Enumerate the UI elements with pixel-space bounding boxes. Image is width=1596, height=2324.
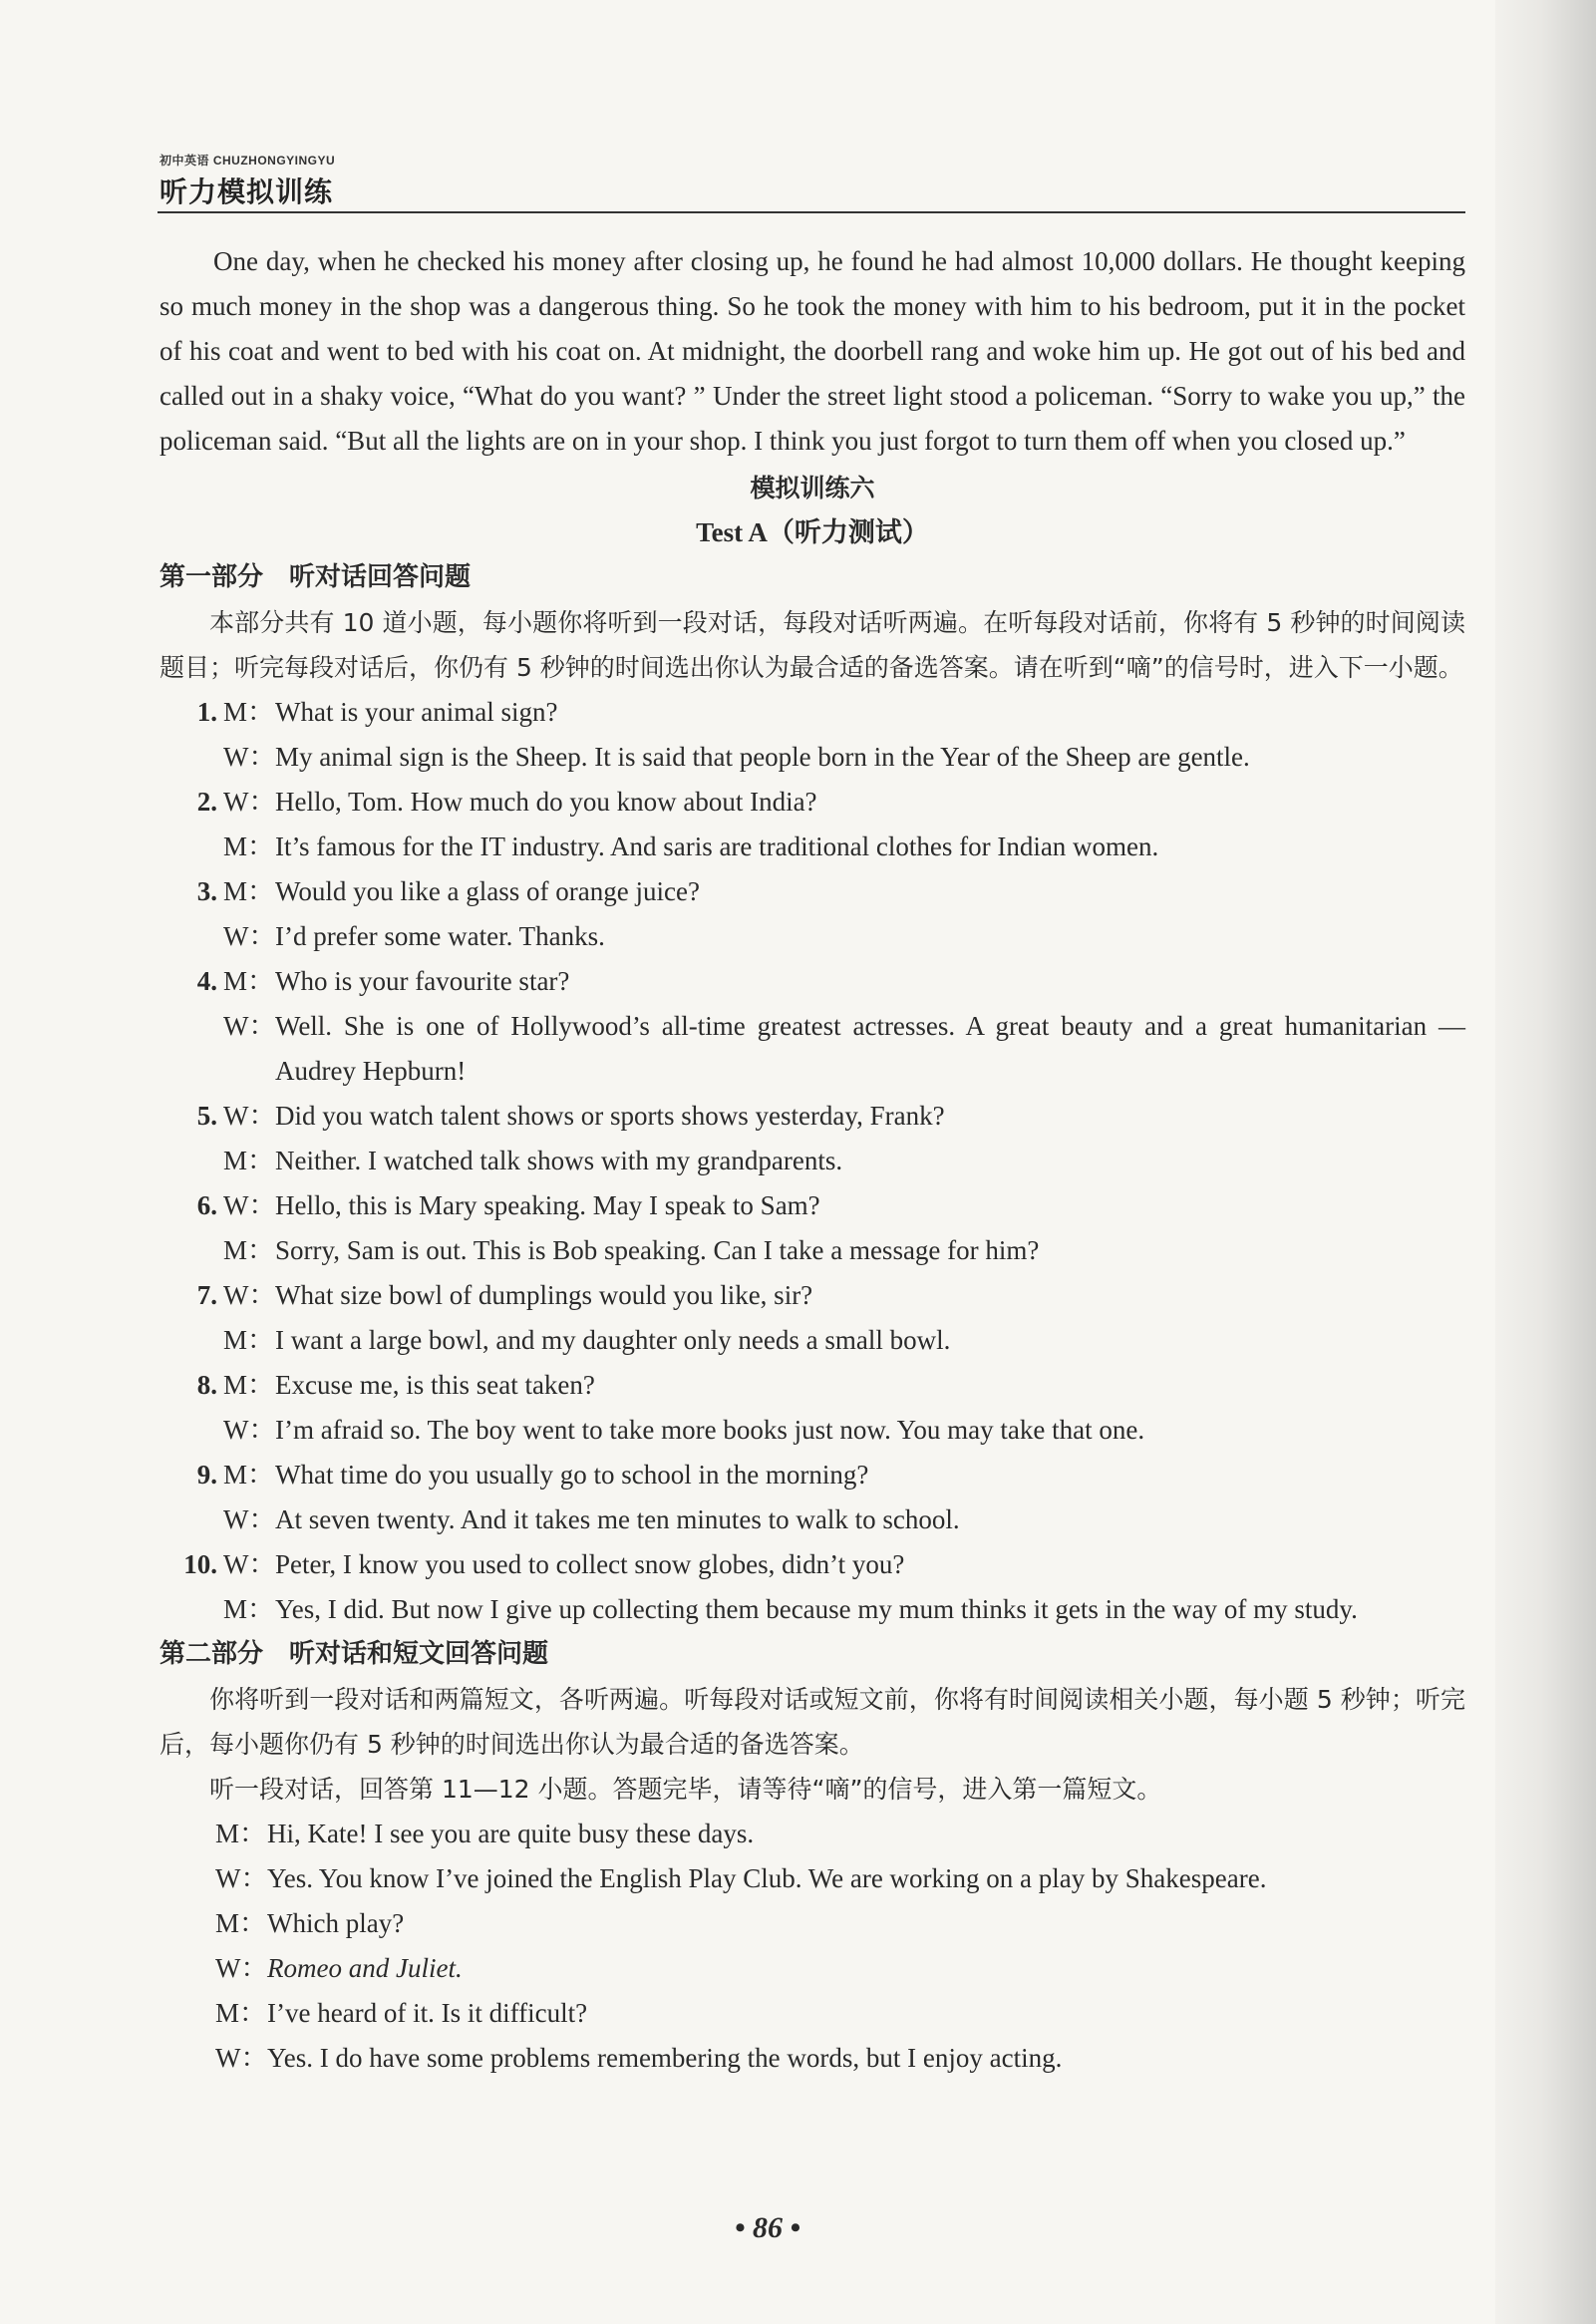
page-edge bbox=[1495, 0, 1596, 2324]
dialogue-row bbox=[160, 1946, 1465, 1991]
part1-item bbox=[160, 690, 1465, 780]
part1-item bbox=[160, 869, 1465, 959]
dialogue-line: Hello, Tom. How much do you know about India? bbox=[275, 787, 817, 817]
part1-item bbox=[160, 1183, 1465, 1273]
dialogue-row bbox=[160, 1991, 1465, 2036]
item-number: 8. bbox=[196, 1370, 217, 1400]
speaker: W： bbox=[223, 921, 276, 951]
speaker: M： bbox=[223, 1460, 275, 1490]
speaker: W： bbox=[215, 2043, 268, 2073]
item-number: 7. bbox=[196, 1280, 217, 1310]
page-number: • 86 • bbox=[734, 2211, 800, 2244]
dialogue-line: What time do you usually go to school in the morning? bbox=[275, 1460, 869, 1490]
speaker: M： bbox=[215, 1908, 267, 1938]
speaker: M： bbox=[223, 876, 275, 906]
dialogue-line: Excuse me, is this seat taken? bbox=[275, 1370, 595, 1400]
dialogue-line: What size bowl of dumplings would you like, sir? bbox=[275, 1280, 813, 1310]
series-label: 初中英语 CHUZHONGYINGYU bbox=[160, 154, 336, 167]
dialogue-line: I’d prefer some water. Thanks. bbox=[275, 921, 605, 951]
item-number: 6. bbox=[196, 1190, 217, 1220]
speaker: W： bbox=[223, 1190, 276, 1220]
speaker: M： bbox=[223, 831, 275, 861]
part2-instruction: 你将听到一段对话和两篇短文，各听两遍。听每段对话或短文前，你将有时间阅读相关小题，每小题 5 秒钟；听完后，每小题你仍有 5 秒钟的时间选出你认为最合适的备选答案。 bbox=[160, 1685, 1465, 1759]
speaker: M： bbox=[223, 1594, 275, 1624]
dialogue-row bbox=[160, 1856, 1465, 1901]
dialogue-line: I’m afraid so. The boy went to take more books just now. You may take that one. bbox=[275, 1415, 1145, 1445]
part1-title: 第一部分 听对话回答问题 bbox=[160, 562, 472, 592]
dialogue-line: Did you watch talent shows or sports shows yesterday, Frank? bbox=[275, 1101, 945, 1131]
speaker: M： bbox=[223, 1370, 275, 1400]
speaker: W： bbox=[223, 787, 276, 817]
part1-item bbox=[160, 1363, 1465, 1453]
speaker: M： bbox=[215, 1819, 267, 1848]
header-rule bbox=[158, 211, 1465, 213]
book-title: 听力模拟训练 bbox=[160, 175, 334, 208]
speaker: W： bbox=[223, 742, 276, 772]
speaker: W： bbox=[223, 1504, 276, 1534]
item-number: 5. bbox=[196, 1101, 217, 1131]
dialogue-line: My animal sign is the Sheep. It is said that people born in the Year of the Sheep are gentle. bbox=[275, 742, 1250, 772]
speaker: W： bbox=[223, 1415, 276, 1445]
speaker: W： bbox=[223, 1549, 276, 1579]
dialogue-line: Peter, I know you used to collect snow globes, didn’t you? bbox=[275, 1549, 905, 1579]
speaker: M： bbox=[215, 1998, 267, 2028]
dialogue-line: Yes. I do have some problems remembering the words, but I enjoy acting. bbox=[267, 2043, 1063, 2073]
speaker: W： bbox=[215, 1863, 268, 1893]
dialogue-line: At seven twenty. And it takes me ten minutes to walk to school. bbox=[275, 1504, 960, 1534]
part1-item bbox=[160, 1453, 1465, 1542]
dialogue-line: Who is your favourite star? bbox=[275, 966, 570, 996]
dialogue-row bbox=[160, 1901, 1465, 1946]
dialogue-line: Hello, this is Mary speaking. May I speak to Sam? bbox=[275, 1190, 820, 1220]
dialogue-row bbox=[160, 1812, 1465, 1856]
speaker: W： bbox=[215, 1953, 268, 1983]
item-number: 4. bbox=[196, 966, 217, 996]
content bbox=[160, 239, 1465, 2081]
dialogue-line: Which play? bbox=[267, 1908, 405, 1938]
part1-item bbox=[160, 780, 1465, 869]
part1-item bbox=[160, 1273, 1465, 1363]
speaker: W： bbox=[223, 1011, 276, 1041]
dialogue-line: Yes. You know I’ve joined the English Play Club. We are working on a play by Shakespeare. bbox=[267, 1863, 1267, 1893]
speaker: M： bbox=[223, 1325, 275, 1355]
part1-item bbox=[160, 959, 1465, 1094]
speaker: M： bbox=[223, 1146, 275, 1175]
item-number: 2. bbox=[196, 787, 217, 817]
dialogue-row bbox=[160, 2036, 1465, 2081]
page-header bbox=[160, 152, 335, 210]
item-number: 9. bbox=[196, 1460, 217, 1490]
item-number: 1. bbox=[196, 697, 217, 727]
part1-instruction: 本部分共有 10 道小题，每小题你将听到一段对话，每段对话听两遍。在听每段对话前，你将有 5 秒钟的时间阅读题目；听完每段对话后，你仍有 5 秒钟的时间选出你认为最合适的备选答案。请在听到“嘀”的信号时，进入下一小题。 bbox=[160, 608, 1465, 682]
speaker: W： bbox=[223, 1101, 276, 1131]
dialogue-line: I’ve heard of it. Is it difficult? bbox=[267, 1998, 588, 2028]
part1-item bbox=[160, 1542, 1465, 1632]
dialogue-line: Romeo and Juliet. bbox=[267, 1953, 463, 1983]
item-number: 10. bbox=[183, 1549, 217, 1579]
dialogue-line: Would you like a glass of orange juice? bbox=[275, 876, 700, 906]
speaker: M： bbox=[223, 1235, 275, 1265]
dialogue-line: It’s famous for the IT industry. And saris are traditional clothes for Indian women. bbox=[275, 831, 1159, 861]
speaker: M： bbox=[223, 966, 275, 996]
dialogue-line: Neither. I watched talk shows with my grandparents. bbox=[275, 1146, 843, 1175]
dialogue-line: Well. She is one of Hollywood’s all-time greatest actresses. A great beauty and a great humanitarian — Audrey Hepburn! bbox=[275, 1011, 1465, 1086]
dialogue-line: Yes, I did. But now I give up collecting them because my mum thinks it gets in the way of my study. bbox=[275, 1594, 1358, 1624]
dialogue-line: What is your animal sign? bbox=[275, 697, 558, 727]
part2-title: 第二部分 听对话和短文回答问题 bbox=[160, 1639, 549, 1669]
dialogue-line: Sorry, Sam is out. This is Bob speaking. Can I take a message for him? bbox=[275, 1235, 1040, 1265]
speaker: M： bbox=[223, 697, 275, 727]
dialogue-line: I want a large bowl, and my daughter only needs a small bowl. bbox=[275, 1325, 951, 1355]
part2-sub-instruction: 听一段对话，回答第 11—12 小题。答题完毕，请等待“嘀”的信号，进入第一篇短文。 bbox=[209, 1775, 1162, 1804]
item-number: 3. bbox=[196, 876, 217, 906]
test-title: Test A（听力测试） bbox=[696, 517, 929, 547]
story-paragraph: One day, when he checked his money after closing up, he found he had almost 10,000 dollars. He thought keeping so much money in the shop was a dangerous thing. So he took the money with him to his bedroom, put it in the pocket of his coat and went to bed with his coat on. At midnight, the doorbell rang and woke him up. He got out of his bed and called out in a shaky voice, “What do you want? ” Under the street light stood a policeman. “Sorry to wake you up,” the policeman said. “But all the lights are on in your shop. I think you just forgot to turn them off when you closed up.” bbox=[160, 246, 1465, 456]
speaker: W： bbox=[223, 1280, 276, 1310]
part1-item bbox=[160, 1094, 1465, 1183]
unit-title: 模拟训练六 bbox=[750, 474, 875, 502]
dialogue-line: Hi, Kate! I see you are quite busy these days. bbox=[267, 1819, 755, 1848]
